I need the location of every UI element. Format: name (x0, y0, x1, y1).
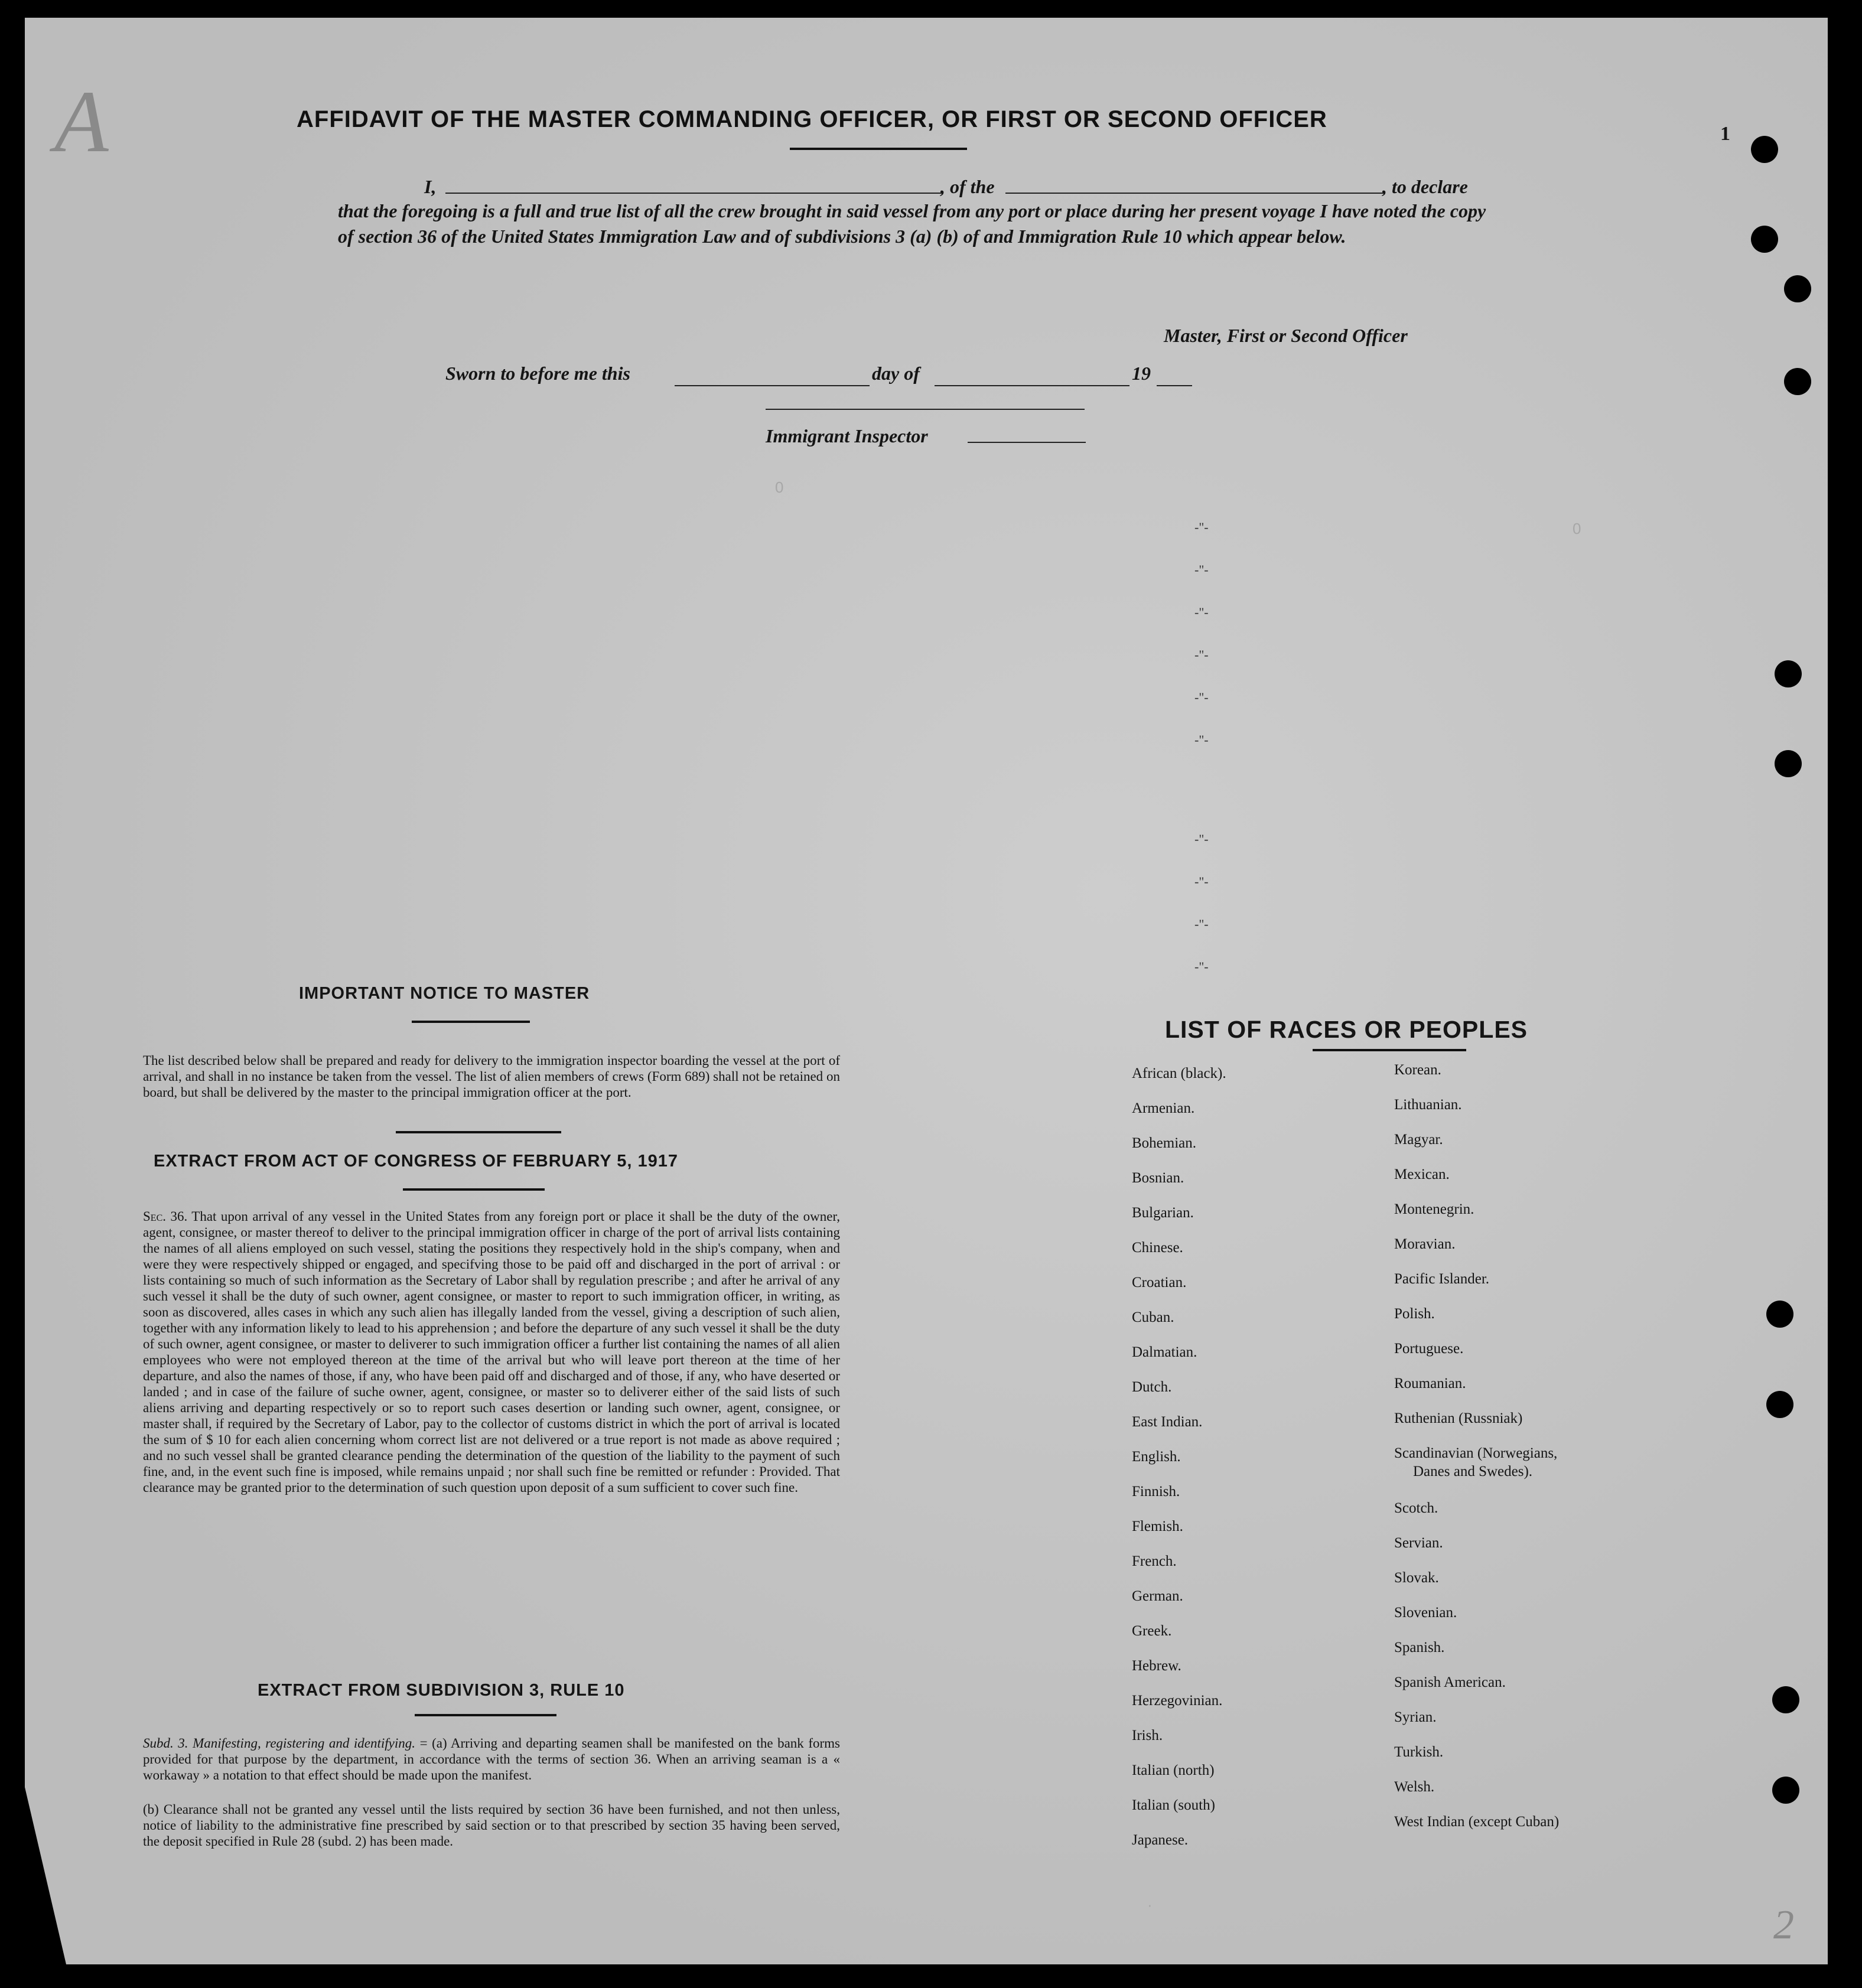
race-item: Scotch. (1394, 1500, 1438, 1516)
inspector-blank (968, 442, 1086, 443)
inspector-label: Immigrant Inspector (766, 425, 928, 447)
inspector-signature-blank (766, 409, 1085, 410)
rule-subd-label: Subd. 3. Manifesting, registering and identifying. (143, 1736, 416, 1751)
races-underline (1313, 1049, 1466, 1051)
day-of-label: day of (872, 363, 920, 384)
ditto-mark: -"- (1194, 562, 1209, 577)
margin-mark: 2 (1773, 1902, 1794, 1948)
decl-to-declare-label: , to declare (1382, 176, 1468, 197)
race-item: Bulgarian. (1132, 1205, 1194, 1221)
race-item: West Indian (except Cuban) (1394, 1814, 1560, 1830)
ditto-mark: -"- (1194, 605, 1209, 620)
race-item: Spanish American. (1394, 1674, 1506, 1690)
notice-divider (396, 1131, 561, 1133)
notice-heading: IMPORTANT NOTICE TO MASTER (299, 984, 590, 1003)
punch-hole (1775, 660, 1802, 687)
race-item: Moravian. (1394, 1236, 1456, 1252)
document-page: 0 0 · A 2 AFFIDAVIT OF THE MASTER COMMANDING OFFICER, OR FIRST OR SECOND OFFICER 1 I, , of the , to declare that the foregoing is a full and true list of all the crew brought in said vessel from any port or place during her present voyage I have noted the copy of section 36 of the United States Immigration Law and of subdivisions 3 (a) (b) of and Immigration Rule 10 which appear below. Master, First or Second Officer Sworn to before me this day of 19 Immigrant Inspector -"- -"- -"- -"- -"- -"- -"- -"- -"- -"- IMPORTANT NOTICE TO MASTER The list described below shall be prepared and ready for delivery to the immigration inspector boarding the vessel at the port of arrival, and shall in no instance be taken from the vessel. The list of alien members of crews (Form 689) shall not be retained on board, but shall be delivered by the master to the principal immigration officer at the port. EXTRACT FROM ACT OF CONGRESS OF FEBRUARY 5, 1917 Sec. 36. That upon arrival of any vessel in the United States from any foreign port or place it shall be the duty of the owner, agent, consignee, or master thereof to deliver to the principal immigration officer in charge of the port of arrival lists containing the names of all aliens employed on such vessel, stating the positions they respectively hold in the ship's company, when and were they were respectively shipped or engaged, and specifving those to be paid off and discharged in the port of arrival : or lists containing so much of such information as the Secretary of Labor shall by regulation prescribe ; and after he arrival of any such vessel it shall be the duty of such owner, agent consignee, or master to report to such immigration officer, in writing, as soon as discovered, alles cases in which any such alien has illegally landed from the vessel, giving a description of such alien, together with any information likely to lead to his apprehension ; and before the departure of any such vessel it shall be the duty of such owner, agent consignee, or master to deliverer to such immigration officer a further list containing the names of all alien employees who were not employed thereon at the time of the arrival but who will leave port thereon at the time of her departure, and also the names of those, if any, who have been paid off and discharged and of those, if any, who have deserted or landed ; and in case of the failure of suche owner, agent, consignee, or master so to deliverer either of the said lists of such aliens arriving and departing respectively or so to report such cases desertion or landing such owner, agent, consignee, or master shall, if required by the Secretary of Labor, pay to the collector of customs district in which the port of arrival is located the sum of $ 10 for each alien concerning whom correct list are not delivered or a true report is not made as above required ; and no such vessel shall be granted clearance pending the determination of the question of the liability to the payment of such fine, and, in the event such fine is imposed, while remains unpaid ; nor shall such fine be remitted or refunder : Provided. That clearance may be granted prior to the determination of such question upon deposit of a sum sufficient to cover such fine. EXTRACT FROM SUBDIVISION 3, RULE 10 Subd. 3. Manifesting, registering and identifying. = (a) Arriving and departing seamen shall be manifested on the bank forms provided for that purpose by the department, in accordance with the terms of section 36. When an arriving seaman is a « workaway » a notation to that effect should be made upon the manifest. (b) Clearance shall not be granted any vessel until the lists required by section 36 have been furnished, and not then unless, notice of liability to the administrative fine prescribed by said section or to that prescribed by section 35 having been served, the deposit specified in Rule 28 (subd. 2) has been made. LIST OF RACES OR PEOPLES African (black). Armenian. Bohemian. Bosnian. Bulgarian. Chinese. Croatian. Cuban. Dalmatian. Dutch. East Indian. English. Finnish. Flemish. French. German. Greek. Hebrew. Herzegovinian. Irish. Italian (north) Italian (south) Japanese. Korean. Lithuanian. Magyar. Mexican. Montenegrin. Moravian. Pacific Islander. Polish. Portuguese. Roumanian. Ruthenian (Russniak) Scandinavian (Norwegians, Danes and Swedes). Scotch. Servian. Slovak. Slovenian. Spanish. Spanish American. Syrian. Turkish. Welsh. West Indian (except Cuban) (25, 18, 1828, 1964)
punch-hole (1772, 1777, 1799, 1804)
race-item: Danes and Swedes). (1413, 1464, 1533, 1479)
race-item: Cuban. (1132, 1309, 1174, 1325)
vessel-blank (1005, 193, 1384, 194)
act-sec-label: Sec. 36. (143, 1209, 188, 1224)
race-item: Greek. (1132, 1623, 1172, 1639)
rule-subd-a (143, 1735, 840, 1783)
act-heading: EXTRACT FROM ACT OF CONGRESS OF FEBRUARY 5, 1917 (154, 1152, 679, 1171)
affidavit-title: AFFIDAVIT OF THE MASTER COMMANDING OFFICER, OR FIRST OR SECOND OFFICER (297, 106, 1327, 132)
punch-hole (1775, 750, 1802, 777)
race-item: Pacific Islander. (1394, 1271, 1490, 1287)
punch-hole (1751, 226, 1778, 253)
race-item: Polish. (1394, 1306, 1435, 1322)
race-item: Slovenian. (1394, 1605, 1457, 1621)
rule-heading: EXTRACT FROM SUBDIVISION 3, RULE 10 (258, 1681, 625, 1700)
race-item: Japanese. (1132, 1832, 1189, 1848)
act-text: That upon arrival of any vessel in the United States from any foreign port or place it shall be the duty of the owner, agent, consignee, or master thereof to deliver to the principal immigration officer in charge of the port of arrival lists containing the names of all aliens employed on such vessel, stating the positions they respectively hold in the ship's company, when and were they were respectively shipped or engaged, and specifving those to be paid off and discharged in the port of arrival : or lists containing so much of such information as the Secretary of Labor shall by regulation prescribe ; and after he arrival of any such vessel it shall be the duty of such owner, agent consignee, or master to report to such immigration officer, in writing, as soon as discovered, alles cases in which any such alien has illegally landed from the vessel, giving a description of such alien, together with any information likely to lead to his apprehension ; and before the departure of any such vessel it shall be the duty of such owner, agent consignee, or master to deliverer to such immigration officer a further list containing the names of all alien employees who were not employed thereon at the time of the arrival but who will leave port thereon at the time of her departure, and also the names of those, if any, who have been paid off and discharged and of those, if any, who have deserted or landed ; and in case of the failure of suche owner, agent, consignee, or master so to deliverer either of the said lists of such aliens arriving and departing respectively or so to report such cases desertion or landing such owner, agent, consignee, or master shall, if required by the Secretary of Labor, pay to the collector of customs district in which the port of arrival is located the sum of $ 10 for each alien concerning whom correct list are not delivered or a true report is not made as above required ; and no such vessel shall be granted clearance pending the determination of the question of the liability to the payment of such fine, and, in the event such fine is imposed, while remains unpaid ; nor shall such fine be remitted or refunder : Provided. That clearance may be granted prior to the determination of such question upon deposit of a sum sufficient to cover such fine. (143, 1209, 840, 1495)
race-item: Ruthenian (Russniak) (1394, 1410, 1523, 1426)
decl-i-label: I, (424, 176, 437, 197)
race-item: Finnish. (1132, 1484, 1180, 1500)
race-item: Montenegrin. (1394, 1201, 1474, 1217)
race-item: Armenian. (1132, 1100, 1195, 1116)
race-item: Portuguese. (1394, 1341, 1464, 1357)
rule-text-a: = (a) Arriving and departing seamen shall be manifested on the bank forms provided for that purpose by the department, in accordance with the terms of section 36. When an arriving seaman is a « workaway » a notation to that effect should be made upon the manifest. (143, 1736, 840, 1782)
ditto-mark: -"- (1194, 832, 1209, 846)
race-item: Bosnian. (1132, 1170, 1184, 1186)
punch-hole (1784, 368, 1811, 395)
race-item: English. (1132, 1449, 1181, 1465)
race-item: Korean. (1394, 1062, 1441, 1078)
sworn-day-blank (675, 385, 870, 386)
ditto-mark: -"- (1194, 520, 1209, 535)
notice-text: The list described below shall be prepared and ready for delivery to the immigration inspector boarding the vessel at the port of arrival, and shall in no instance be taken from the vessel. The list of alien members of crews (Form 689) shall not be retained on board, but shall be delivered by the master to the principal immigration officer at the port. (143, 1053, 840, 1100)
race-item: Mexican. (1394, 1166, 1450, 1182)
rule-text-b: (b) Clearance shall not be granted any vessel until the lists required by section 36 have been furnished, and not then unless, notice of liability to the administrative fine prescribed by said section or to that prescribed by section 35 having been served, the deposit specified in Rule 28 (subd. 2) has been made. (143, 1802, 840, 1849)
punch-hole (1766, 1301, 1793, 1328)
race-item: Servian. (1394, 1535, 1443, 1551)
race-item: Lithuanian. (1394, 1097, 1462, 1113)
ditto-mark: -"- (1194, 647, 1209, 662)
race-item: Hebrew. (1132, 1658, 1181, 1674)
ditto-mark: -"- (1194, 959, 1209, 974)
ditto-mark: -"- (1194, 732, 1209, 747)
race-item: Flemish. (1132, 1518, 1183, 1534)
ditto-mark: -"- (1194, 690, 1209, 705)
declaration-text: that the foregoing is a full and true list of all the crew brought in said vessel from any port or place during her present voyage I have noted the copy of section 36 of the United States Immigration Law and of subdivisions 3 (a) (b) of and Immigration Rule 10 which appear below. (338, 200, 1486, 247)
ditto-mark: -"- (1194, 917, 1209, 931)
punch-hole (1766, 1391, 1793, 1418)
sworn-month-blank (935, 385, 1129, 386)
race-item: Welsh. (1394, 1779, 1435, 1795)
race-item: East Indian. (1132, 1414, 1203, 1430)
title-underline (790, 148, 967, 150)
punch-hole (1751, 136, 1778, 163)
margin-mark: A (54, 73, 109, 171)
punch-hole (1784, 275, 1811, 302)
sworn-label: Sworn to before me this (445, 363, 630, 384)
year-label: 19 (1132, 363, 1151, 384)
race-item: Irish. (1132, 1728, 1163, 1743)
races-heading: LIST OF RACES OR PEOPLES (1165, 1016, 1528, 1043)
race-item: Syrian. (1394, 1709, 1437, 1725)
page-number: 1 (1720, 123, 1730, 145)
race-item: Italian (north) (1132, 1762, 1215, 1778)
race-item: Italian (south) (1132, 1797, 1215, 1813)
race-item: German. (1132, 1588, 1183, 1604)
rule-underline (415, 1714, 556, 1716)
punch-hole (1772, 1686, 1799, 1713)
signature-label: Master, First or Second Officer (1164, 325, 1408, 346)
race-item: Turkish. (1394, 1744, 1444, 1760)
race-item: Dutch. (1132, 1379, 1172, 1395)
race-item: Magyar. (1394, 1132, 1443, 1148)
race-item: Chinese. (1132, 1240, 1183, 1256)
act-section (143, 1208, 840, 1495)
race-item: French. (1132, 1553, 1177, 1569)
name-blank (445, 193, 942, 194)
race-item: Scandinavian (Norwegians, (1394, 1445, 1558, 1461)
race-item: Herzegovinian. (1132, 1693, 1223, 1709)
race-item: Roumanian. (1394, 1376, 1466, 1391)
race-item: Dalmatian. (1132, 1344, 1197, 1360)
year-blank (1157, 385, 1192, 386)
ditto-mark: -"- (1194, 874, 1209, 889)
race-item: Spanish. (1394, 1640, 1445, 1655)
act-underline (403, 1188, 545, 1191)
decl-of-the-label: , of the (940, 176, 995, 197)
race-item: African (black). (1132, 1065, 1226, 1081)
race-item: Bohemian. (1132, 1135, 1197, 1151)
race-item: Slovak. (1394, 1570, 1439, 1586)
notice-underline (412, 1021, 530, 1023)
race-item: Croatian. (1132, 1275, 1187, 1290)
